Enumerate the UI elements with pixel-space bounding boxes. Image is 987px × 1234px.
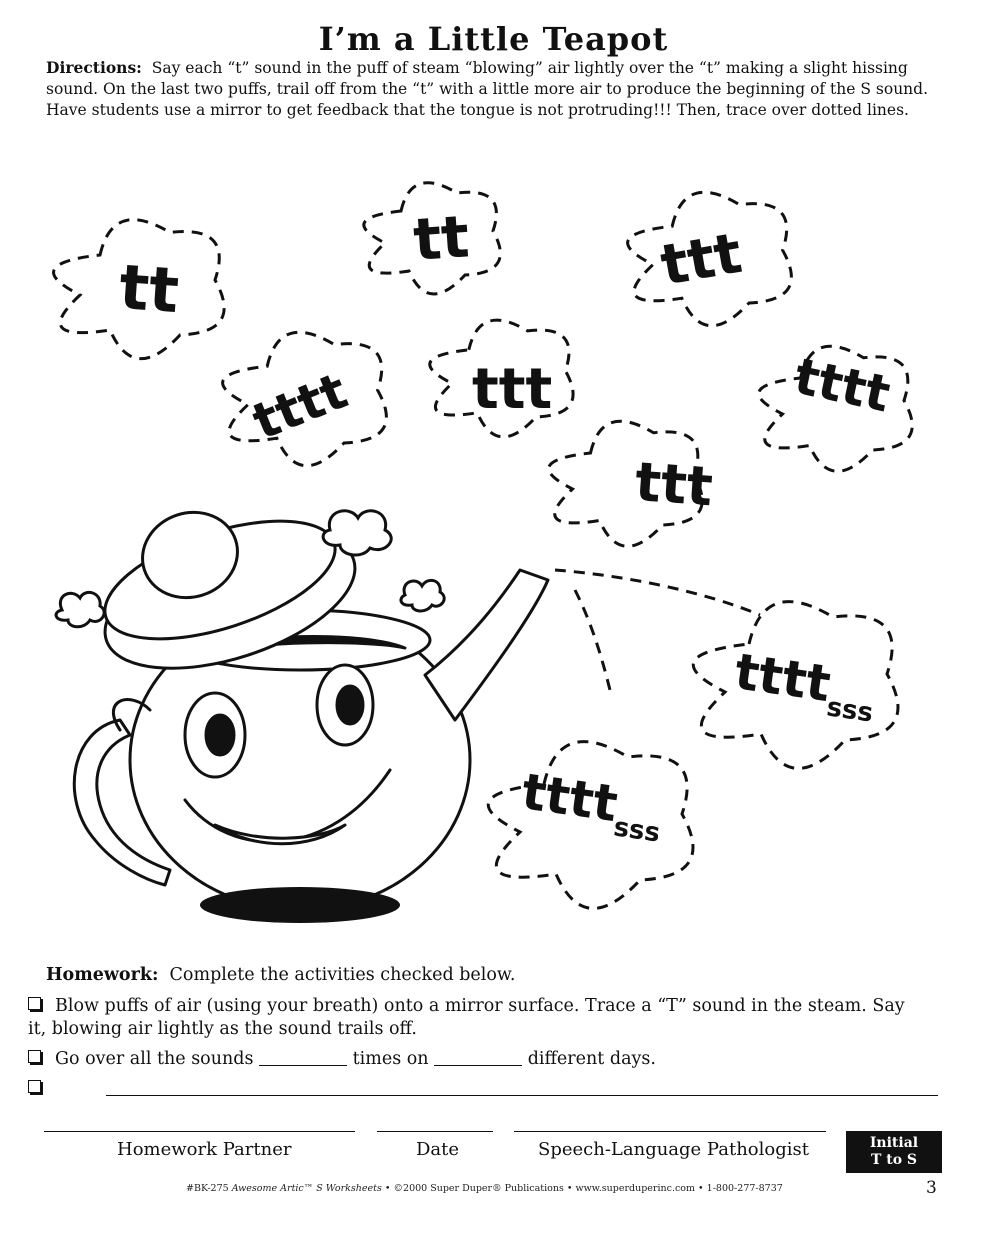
puff-sound-label xyxy=(790,347,896,424)
homework-item-2-text-b: times on xyxy=(352,1049,429,1069)
slp-label: Speech-Language Pathologist xyxy=(538,1139,809,1160)
homework-label: Homework: xyxy=(46,965,159,985)
days-blank[interactable] xyxy=(434,1051,522,1066)
puff-s-sound: sss xyxy=(611,812,662,849)
teapot-icon xyxy=(74,497,548,910)
puff-sound-label xyxy=(633,450,715,518)
homework-item-1 xyxy=(28,995,908,1041)
puff-sound-label xyxy=(517,762,667,848)
badge-line-2: T to S xyxy=(870,1152,918,1168)
homework-item-2-text-a: Go over all the sounds xyxy=(55,1049,254,1069)
date-line[interactable] xyxy=(377,1131,493,1132)
puff-t-sound: tttt xyxy=(731,642,835,714)
shadow xyxy=(200,887,400,923)
slp-signature-line[interactable] xyxy=(514,1131,826,1132)
footer-url: www.superduperinc.com xyxy=(575,1183,696,1194)
puff-sound-label xyxy=(117,250,181,327)
partner-signature-line[interactable] xyxy=(44,1131,355,1132)
homework-item-3 xyxy=(28,1078,908,1101)
custom-activity-line[interactable] xyxy=(106,1095,938,1096)
page-number: 3 xyxy=(926,1178,937,1198)
puff-sound-label xyxy=(472,357,552,422)
steam-trail xyxy=(555,570,760,615)
puff-t-sound: tt xyxy=(411,202,472,274)
page-title: I’m a Little Teapot xyxy=(318,20,669,58)
footer-copyright: ©2000 Super Duper® Publications xyxy=(393,1183,564,1194)
footer-phone: 1-800-277-8737 xyxy=(706,1183,783,1194)
level-badge xyxy=(846,1131,942,1173)
puff-s-sound: sss xyxy=(824,692,875,729)
puff-sound-label xyxy=(730,642,880,728)
badge-line-1: Initial xyxy=(869,1135,919,1151)
puff-t-sound: ttt xyxy=(633,450,715,519)
footer: #BK-275 Awesome Artic™ S Worksheets • ©2000 Super Duper® Publications • www.superduperinc.com • 1-800-277-8737 xyxy=(186,1183,783,1194)
puff-t-sound: ttt xyxy=(656,220,747,299)
puff-sound-label xyxy=(656,221,746,299)
steam-trail-2 xyxy=(575,590,610,690)
puff-t-sound: tt xyxy=(116,250,182,328)
date-label: Date xyxy=(416,1139,460,1160)
homework-item-2-text-c: different days. xyxy=(527,1049,656,1069)
times-blank[interactable] xyxy=(259,1051,347,1066)
homework-item-2 xyxy=(28,1048,908,1071)
puff-t-sound: tttt xyxy=(518,762,622,834)
partner-label: Homework Partner xyxy=(117,1139,292,1160)
checkbox-icon[interactable] xyxy=(28,1050,41,1063)
puff-sound-label xyxy=(411,202,471,274)
footer-series: Awesome Artic™ S Worksheets xyxy=(231,1183,382,1194)
checkbox-icon[interactable] xyxy=(28,1080,41,1093)
puff-t-sound: tttt xyxy=(789,347,896,424)
footer-code: #BK-275 xyxy=(186,1183,229,1194)
puff-sound-label xyxy=(245,362,355,452)
directions-text: Say each “t” sound in the puff of steam “blowing” air lightly over the “t” making a slight hissing sound. On the last two puffs, trail off from the “t” with a little more air to produce the beginning of the S sound. Have students use a mirror to get feedback that the tongue is not protruding!!! Then, trace over dotted lines. xyxy=(46,59,929,119)
homework-section xyxy=(46,964,946,987)
homework-intro: Complete the activities checked below. xyxy=(169,965,516,985)
puff-t-sound: tttt xyxy=(244,361,356,452)
puff-t-sound: ttt xyxy=(472,357,553,422)
homework-item-1-text: Blow puffs of air (using your breath) onto a mirror surface. Trace a “T” sound in the steam. Say it, blowing air lightly as the sound trails off. xyxy=(28,996,905,1039)
checkbox-icon[interactable] xyxy=(28,997,41,1010)
directions-label: Directions: xyxy=(46,58,142,77)
